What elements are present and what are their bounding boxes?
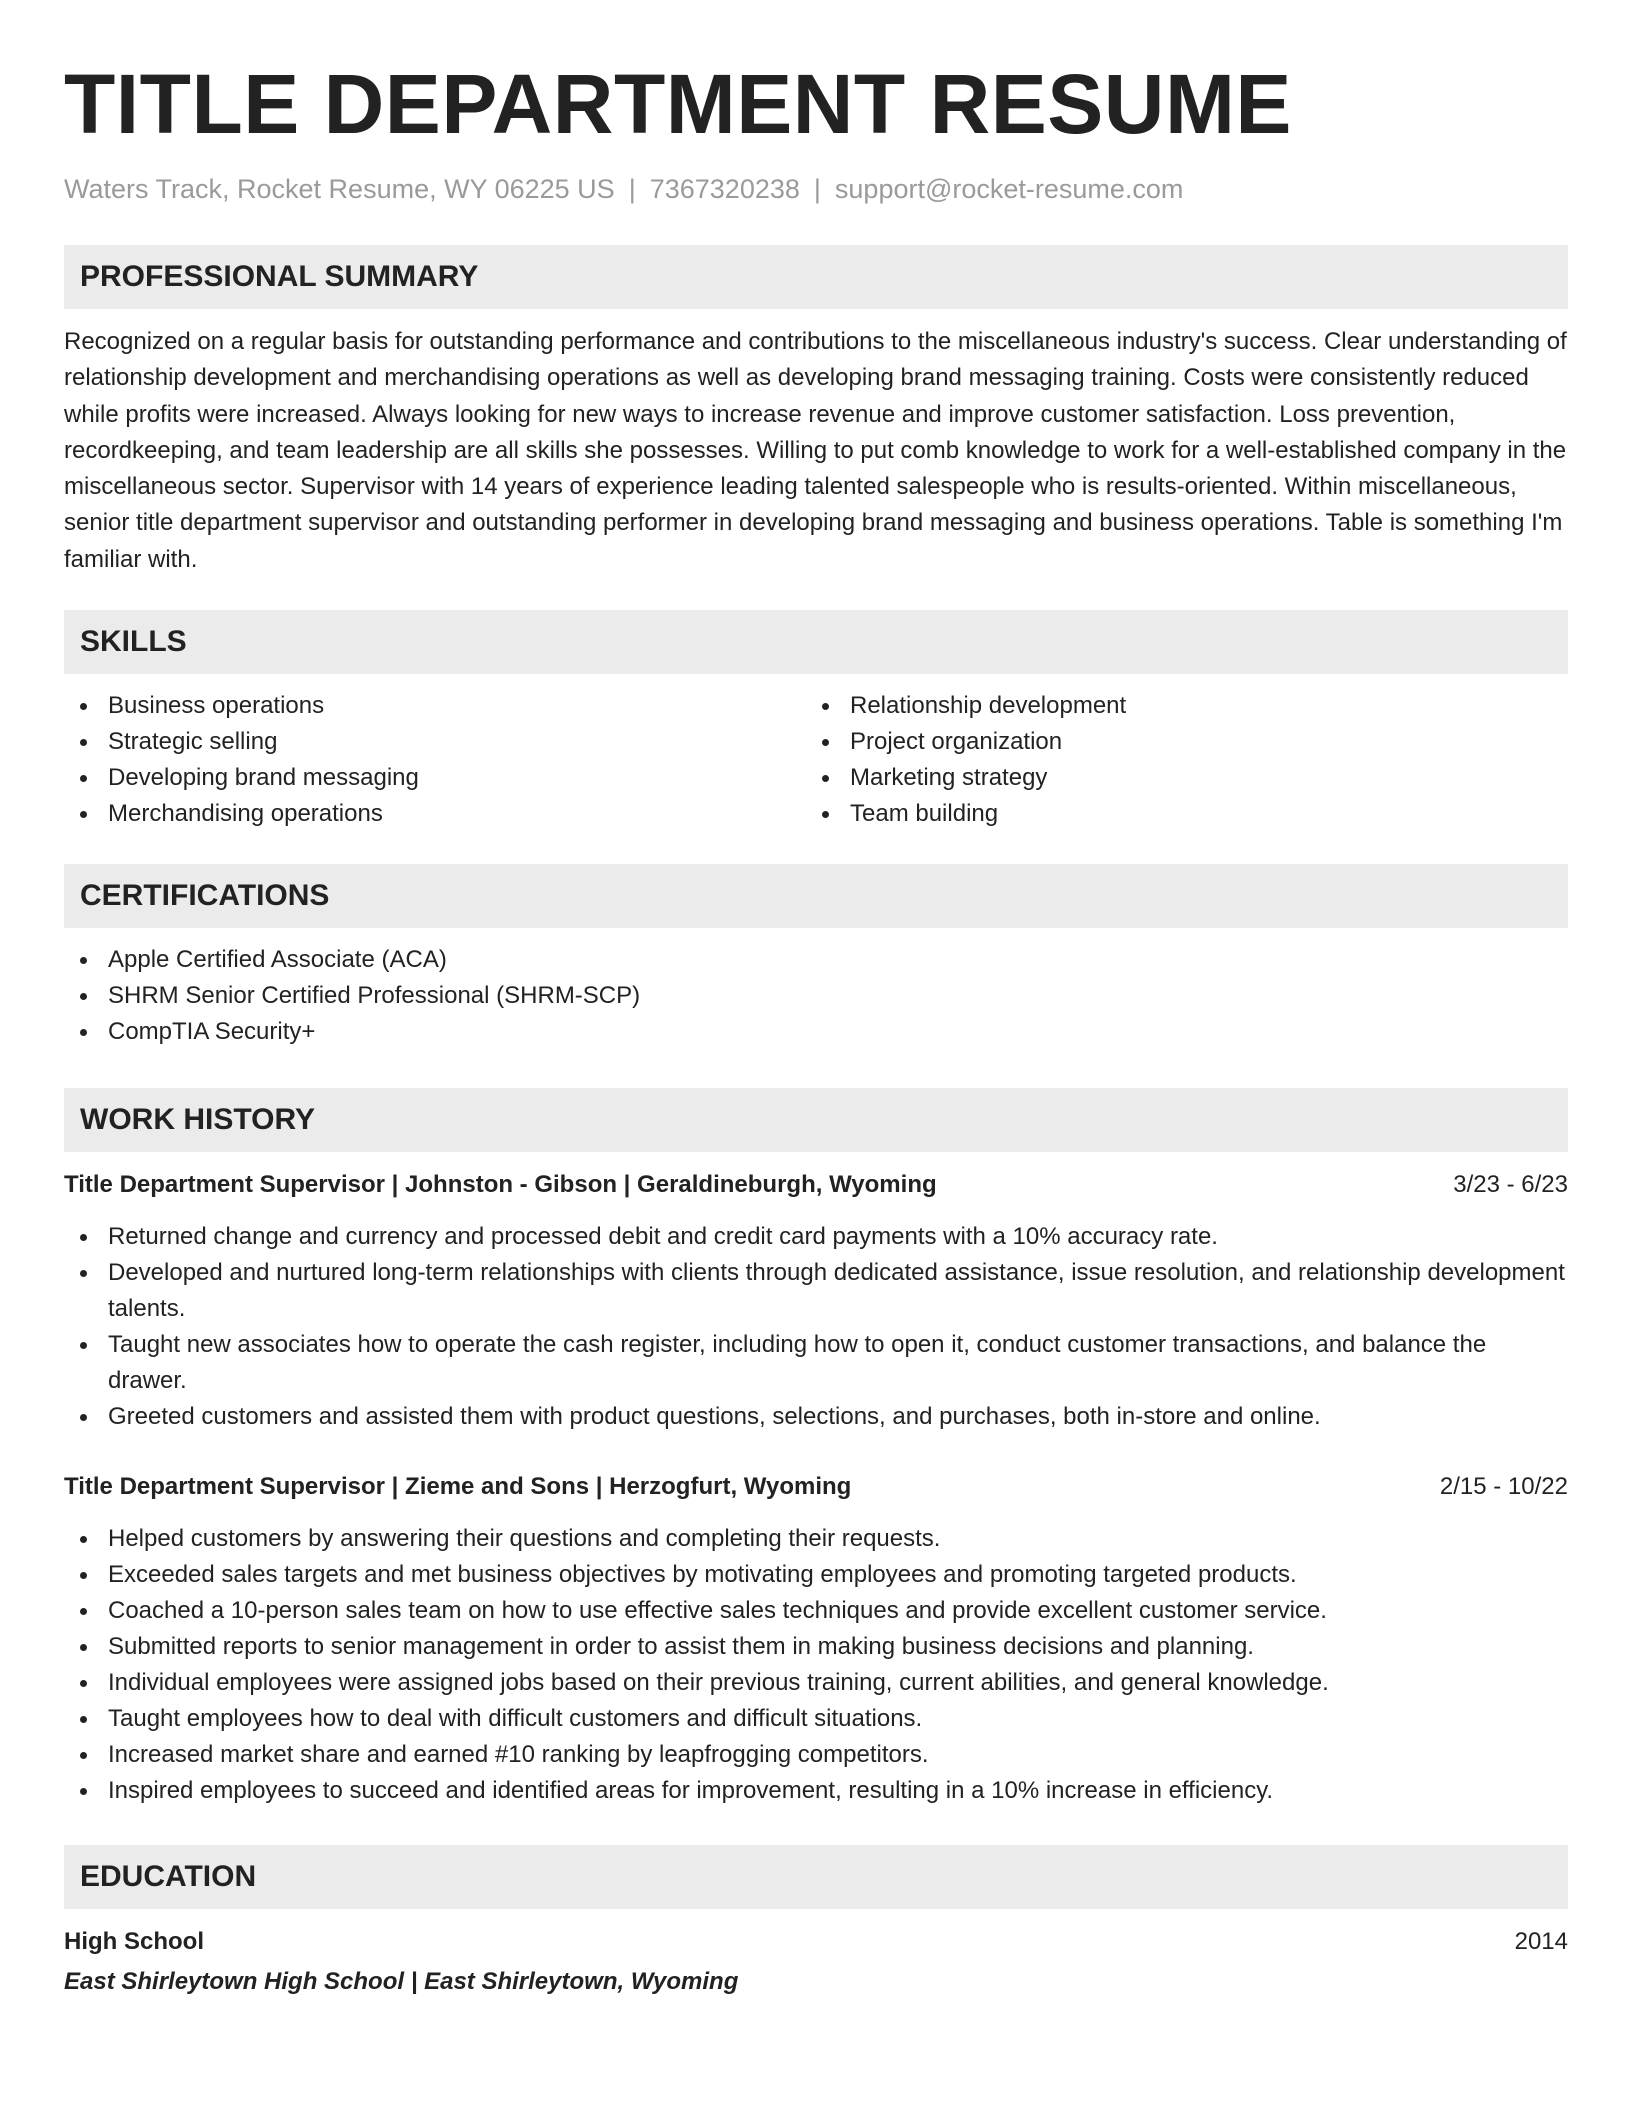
education-heading: EDUCATION xyxy=(64,1845,1568,1909)
summary-heading: PROFESSIONAL SUMMARY xyxy=(64,245,1568,309)
job-bullet: Returned change and currency and processed debit and credit card payments with a 10% accuracy rate. xyxy=(64,1219,1568,1255)
job-bullet: Greeted customers and assisted them with product questions, selections, and purchases, both in-store and online. xyxy=(64,1399,1568,1435)
education-entry xyxy=(64,1924,1568,2000)
certifications-list xyxy=(64,942,1568,1050)
skills-column-right xyxy=(806,688,1548,832)
job-bullet: Developed and nurtured long-term relationships with clients through dedicated assistance, issue resolution, and relationship development talents. xyxy=(64,1255,1568,1327)
job-entry xyxy=(64,1167,1568,1435)
education-school: East Shirleytown High School | East Shirleytown, Wyoming xyxy=(64,1968,739,1996)
skills-column-left xyxy=(64,688,806,832)
job-title: Title Department Supervisor | Johnston - Gibson | Geraldineburgh, Wyoming xyxy=(64,1171,937,1199)
contact-email: support@rocket-resume.com xyxy=(834,174,1184,204)
job-bullet: Increased market share and earned #10 ranking by leapfrogging competitors. xyxy=(64,1737,1568,1773)
skill-item: Business operations xyxy=(64,688,806,724)
skill-item: Merchandising operations xyxy=(64,796,806,832)
job-entry xyxy=(64,1469,1568,1809)
skill-item: Relationship development xyxy=(806,688,1548,724)
job-bullet: Exceeded sales targets and met business objectives by motivating employees and promoting targeted products. xyxy=(64,1557,1568,1593)
skill-item: Team building xyxy=(806,796,1548,832)
skills-list xyxy=(64,688,1568,832)
certification-item: Apple Certified Associate (ACA) xyxy=(64,942,1568,978)
certifications-heading: CERTIFICATIONS xyxy=(64,864,1568,928)
job-bullet: Helped customers by answering their questions and completing their requests. xyxy=(64,1521,1568,1557)
education-degree: High School xyxy=(64,1928,204,1956)
job-bullets xyxy=(64,1521,1568,1809)
skill-item: Marketing strategy xyxy=(806,760,1548,796)
certification-item: SHRM Senior Certified Professional (SHRM-SCP) xyxy=(64,978,1568,1014)
contact-separator: | xyxy=(813,174,821,204)
education-header xyxy=(64,1924,1568,1960)
job-header xyxy=(64,1167,1568,1203)
job-bullet: Individual employees were assigned jobs based on their previous training, current abilities, and general knowledge. xyxy=(64,1665,1568,1701)
job-date: 2/15 - 10/22 xyxy=(1439,1473,1568,1501)
work-history-heading: WORK HISTORY xyxy=(64,1088,1568,1152)
contact-phone: 7367320238 xyxy=(649,174,800,204)
job-bullet: Inspired employees to succeed and identified areas for improvement, resulting in a 10% increase in efficiency. xyxy=(64,1773,1568,1809)
certification-item: CompTIA Security+ xyxy=(64,1014,1568,1050)
job-header xyxy=(64,1469,1568,1505)
job-bullet: Coached a 10-person sales team on how to use effective sales techniques and provide excellent customer service. xyxy=(64,1593,1568,1629)
job-date: 3/23 - 6/23 xyxy=(1453,1171,1568,1199)
job-bullet: Taught employees how to deal with difficult customers and difficult situations. xyxy=(64,1701,1568,1737)
job-bullet: Submitted reports to senior management in order to assist them in making business decisions and planning. xyxy=(64,1629,1568,1665)
contact-line xyxy=(64,172,1568,206)
summary-text: Recognized on a regular basis for outstanding performance and contributions to the miscellaneous industry's success. Clear understanding of relationship development and merchandising operations as well as developing brand messaging training. Costs were consistently reduced while profits were increased. Always looking for new ways to increase revenue and improve customer satisfaction. Loss prevention, recordkeeping, and team leadership are all skills she possesses. Willing to put comb knowledge to work for a well-established company in the miscellaneous sector. Supervisor with 14 years of experience leading talented salespeople who is results-oriented. Within miscellaneous, senior title department supervisor and outstanding performer in developing brand messaging and business operations. Table is something I'm familiar with. xyxy=(64,328,1567,573)
contact-address: Waters Track, Rocket Resume, WY 06225 US xyxy=(64,174,615,204)
resume-title: TITLE DEPARTMENT RESUME xyxy=(64,57,1292,151)
skill-item: Developing brand messaging xyxy=(64,760,806,796)
contact-separator: | xyxy=(628,174,636,204)
job-title: Title Department Supervisor | Zieme and Sons | Herzogfurt, Wyoming xyxy=(64,1473,852,1501)
job-bullet: Taught new associates how to operate the cash register, including how to open it, conduct customer transactions, and balance the drawer. xyxy=(64,1327,1568,1399)
skill-item: Strategic selling xyxy=(64,724,806,760)
education-year: 2014 xyxy=(1514,1928,1568,1956)
job-bullets xyxy=(64,1219,1568,1435)
skills-heading: SKILLS xyxy=(64,610,1568,674)
skill-item: Project organization xyxy=(806,724,1548,760)
